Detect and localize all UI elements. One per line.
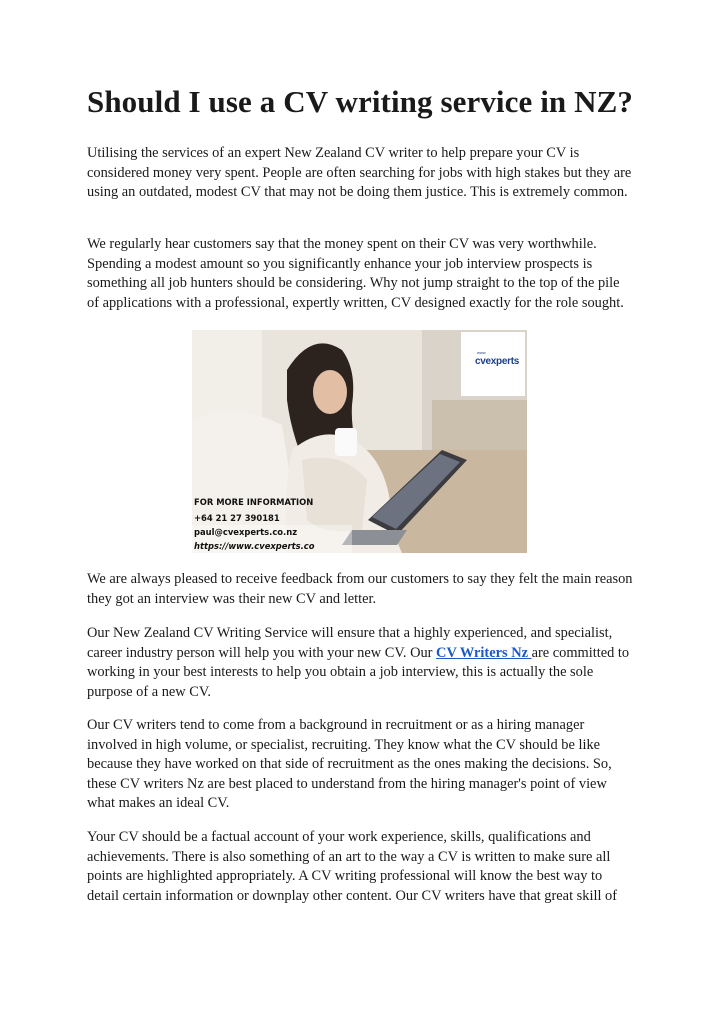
info-phone: +64 21 27 390181 (194, 513, 280, 523)
info-heading: FOR MORE INFORMATION (194, 497, 314, 507)
cv-writers-nz-link[interactable]: CV Writers Nz (436, 644, 532, 661)
paragraph-writers-background: Our CV writers tend to come from a background in recruitment or as a hiring manager involved in high volume, or specialist, recruiting. They know what the CV should be like because they have worked on that side of recruitment as the ones making the decisions. So, these CV writers Nz are best placed to understand from the hiring manager's point of view what makes an ideal CV. (87, 717, 612, 812)
page-title: Should I use a CV writing service in NZ? (87, 84, 633, 119)
logo-small-text: www (477, 350, 486, 355)
cvexperts-logo: cvexperts (475, 356, 519, 367)
info-email: paul@cvexperts.co.nz (194, 527, 298, 537)
paragraph-cv-art: Your CV should be a factual account of your work experience, skills, qualifications and achievements. There is also something of an art to the way a CV is written to make sure all points are highlighted appropriately. A CV writing professional will know the best way to detail certain information or downplay other content. Our CV writers have that great skill of (87, 829, 618, 904)
paragraph-feedback: We are always pleased to receive feedback from our customers to say they felt the main reason they got an interview was their new CV and letter. (87, 571, 633, 607)
paragraph-service-text-start: Our New Zealand CV Writing Service will ensure that a highly experienced, and specialist, career industry person will help you with your new CV. Our (87, 625, 613, 661)
info-website: https://www.cvexperts.co (194, 541, 315, 551)
paragraph-service (87, 624, 635, 702)
paragraph-intro: Utilising the services of an expert New Zealand CV writer to help prepare your CV is considered money very spent. People are often searching for jobs with high stakes but they are using an outdated, modest CV that may not be doing them justice. This is extremely common. (87, 145, 632, 201)
paragraph-service-text-end: are committed to working in your best interests to help you obtain a job interview, this is actually the sole purpose of a new CV. (87, 644, 630, 700)
paragraph-customers: We regularly hear customers say that the money spent on their CV was very worthwhile. Spending a modest amount so you significantly enhance your job interview prospects is something all job hunters should be considering. Why not jump straight to the top of the pile of applications with a professional, expertly written, CV designed exactly for the role sought. (87, 236, 624, 311)
